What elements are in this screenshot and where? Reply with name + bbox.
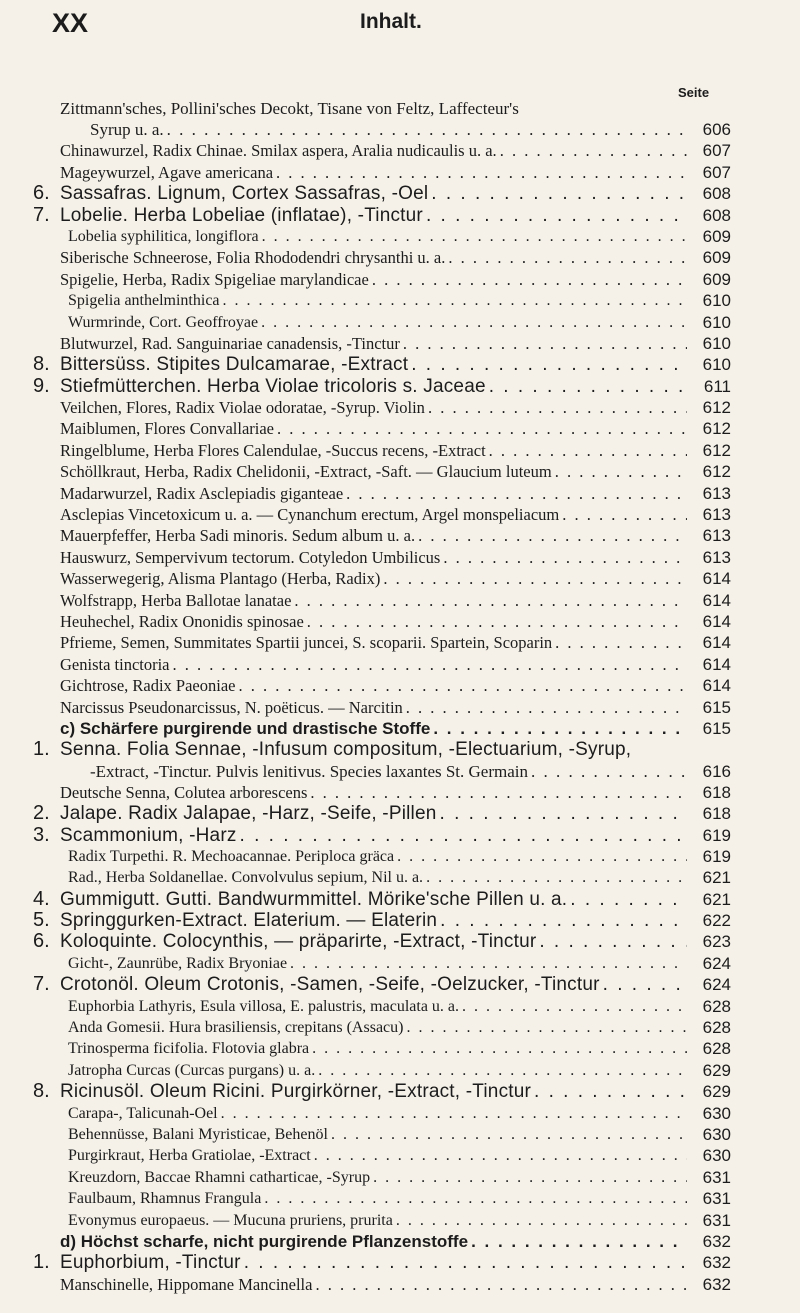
toc-entry <box>0 1231 800 1252</box>
entry-title <box>60 525 687 546</box>
entry-page-number: 621 <box>702 868 731 888</box>
entry-page-number: 631 <box>702 1210 731 1230</box>
entry-title <box>60 418 687 439</box>
entry-title <box>60 547 687 568</box>
entry-title-text: Ricinusöl. Oleum Ricini. Purgirkörner, -Extract, -Tinctur <box>60 1081 534 1102</box>
entry-page-number: 632 <box>702 1274 731 1294</box>
column-label-seite: Seite <box>678 85 710 100</box>
entry-title-text: Madarwurzel, Radix Asclepiadis giganteae <box>60 484 346 503</box>
entry-number: 8. <box>33 1080 50 1103</box>
entry-number: 1. <box>33 1251 50 1274</box>
entry-title <box>60 782 687 803</box>
entry-page-number: 614 <box>702 611 731 631</box>
entry-title-text: Schöllkraut, Herba, Radix Chelidonii, -Extract, -Saft. — Glaucium luteum <box>60 462 555 481</box>
entry-title <box>68 1038 687 1059</box>
entry-title <box>68 312 687 333</box>
entry-number: 3. <box>33 823 50 846</box>
entry-title <box>60 1252 687 1273</box>
entry-title <box>68 290 687 311</box>
entry-title-text: d) Höchst scharfe, nicht purgirende Pflanzenstoffe <box>60 1232 471 1251</box>
entry-title-text: Koloquinte. Colocynthis, — präparirte, -Extract, -Tinctur <box>60 931 539 952</box>
entry-title-text: Rad., Herba Soldanellae. Convolvulus sepium, Nil u. a. <box>68 869 426 886</box>
entry-title <box>60 803 687 824</box>
entry-title <box>60 1274 687 1295</box>
entry-title-text: Narcissus Pseudonarcissus, N. poëticus. — Narcitin <box>60 698 406 717</box>
entry-title-text: Heuhechel, Radix Ononidis spinosae <box>60 612 307 631</box>
toc-entry <box>0 461 800 482</box>
entry-title <box>60 1081 687 1102</box>
entry-number: 7. <box>33 973 50 996</box>
entry-title-text: Deutsche Senna, Colutea arborescens <box>60 783 310 802</box>
toc-entry <box>0 825 800 846</box>
entry-title-text: Jalape. Radix Jalapae, -Harz, -Seife, -Pillen <box>60 803 440 824</box>
entry-title <box>60 718 687 739</box>
entry-title <box>60 140 687 161</box>
entry-title-text: Veilchen, Flores, Radix Violae odoratae, -Syrup. Violin <box>60 398 428 417</box>
toc-entry <box>0 376 800 397</box>
toc-entry <box>0 1252 800 1273</box>
toc-entry <box>0 974 800 995</box>
toc-entry <box>0 1038 800 1059</box>
toc-entry <box>0 1103 800 1124</box>
entry-page-number: 623 <box>702 932 731 952</box>
entry-title-text: Wasserwegerig, Alisma Plantago (Herba, Radix) <box>60 569 383 588</box>
entry-title-text: Trinosperma ficifolia. Flotovia glabra <box>68 1040 312 1057</box>
entry-title-text: Hauswurz, Sempervivum tectorum. Cotyledon Umbilicus <box>60 548 443 567</box>
entry-title <box>60 397 687 418</box>
entry-title-text: Blutwurzel, Rad. Sanguinariae canadensis, -Tinctur <box>60 334 403 353</box>
entry-title <box>60 675 687 696</box>
entry-title <box>68 1188 687 1209</box>
entry-title-text: Wolfstrapp, Herba Ballotae lanatae <box>60 591 294 610</box>
entry-title-text: Euphorbia Lathyris, Esula villosa, E. palustris, maculata u. a. <box>68 998 462 1015</box>
entry-title <box>60 247 687 268</box>
entry-title <box>60 931 687 952</box>
entry-page-number: 618 <box>702 782 731 802</box>
toc-entry <box>0 590 800 611</box>
entry-page-number: 614 <box>702 654 731 674</box>
toc-entry <box>0 269 800 290</box>
entry-title <box>60 440 687 461</box>
entry-title <box>60 568 687 589</box>
entry-page-number: 629 <box>702 1060 731 1080</box>
toc-entry <box>0 739 800 760</box>
page-number: XX <box>52 8 89 38</box>
toc-entry <box>0 1210 800 1231</box>
toc-entry <box>0 397 800 418</box>
entry-title <box>60 654 687 675</box>
entry-page-number: 613 <box>702 526 731 546</box>
toc-entry <box>0 718 800 739</box>
entry-title <box>60 98 687 119</box>
entry-page-number: 606 <box>702 120 731 140</box>
entry-title <box>60 333 687 354</box>
entry-number: 1. <box>33 738 50 761</box>
entry-page-number: 610 <box>702 355 731 375</box>
toc-entry <box>0 1167 800 1188</box>
entry-title <box>60 461 687 482</box>
toc-entry <box>0 440 800 461</box>
entry-page-number: 621 <box>702 889 731 909</box>
entry-page-number: 614 <box>702 569 731 589</box>
entry-title <box>60 162 687 183</box>
toc-entry <box>0 226 800 247</box>
entry-title <box>60 183 687 204</box>
entry-page-number: 615 <box>702 718 731 738</box>
entry-title <box>60 205 687 226</box>
entry-page-number: 631 <box>702 1189 731 1209</box>
entry-title-text: Ringelblume, Herba Flores Calendulae, -Succus recens, -Extract <box>60 441 489 460</box>
entry-page-number: 613 <box>702 483 731 503</box>
toc-entry <box>0 119 800 140</box>
entry-title <box>60 590 687 611</box>
entry-title <box>68 1060 687 1081</box>
entry-title <box>90 119 687 140</box>
entry-title-text: Stiefmütterchen. Herba Violae tricoloris s. Jaceae <box>60 376 489 397</box>
toc-entry <box>0 889 800 910</box>
toc-entry <box>0 1188 800 1209</box>
entry-title-text: Anda Gomesii. Hura brasiliensis, crepitans (Assacu) <box>68 1019 406 1036</box>
entry-title-text: Wurmrinde, Cort. Geoffroyae <box>68 314 261 331</box>
entry-title-text: c) Schärfere purgirende und drastische Stoffe <box>60 719 433 738</box>
entry-title-text: Gicht-, Zaunrübe, Radix Bryoniae <box>68 955 290 972</box>
toc-entry <box>0 632 800 653</box>
toc-entry <box>0 1145 800 1166</box>
entry-page-number: 628 <box>702 996 731 1016</box>
entry-page-number: 632 <box>702 1253 731 1273</box>
entry-title-text: Faulbaum, Rhamnus Frangula <box>68 1190 264 1207</box>
entry-title-text: Carapa-, Talicunah-Oel <box>68 1105 221 1122</box>
page-header <box>0 0 800 70</box>
entry-page-number: 609 <box>702 269 731 289</box>
entry-title-text: Euphorbium, -Tinctur <box>60 1252 244 1273</box>
entry-title <box>68 1167 687 1188</box>
entry-page-number: 610 <box>702 333 731 353</box>
toc-entry <box>0 931 800 952</box>
entry-page-number: 613 <box>702 505 731 525</box>
toc-entry <box>0 867 800 888</box>
entry-title <box>60 504 687 525</box>
entry-title <box>60 376 687 397</box>
entry-title-text: Behennüsse, Balani Myristicae, Behenöl <box>68 1126 331 1143</box>
entry-page-number: 614 <box>702 590 731 610</box>
entry-title <box>68 996 687 1017</box>
entry-page-number: 608 <box>702 184 731 204</box>
toc-entry <box>0 910 800 931</box>
toc-entry <box>0 290 800 311</box>
entry-page-number: 622 <box>702 911 731 931</box>
entry-page-number: 612 <box>702 462 731 482</box>
entry-page-number: 613 <box>702 547 731 567</box>
toc-entry <box>0 1124 800 1145</box>
entry-page-number: 624 <box>702 975 731 995</box>
entry-page-number: 607 <box>702 141 731 161</box>
toc-entry <box>0 697 800 718</box>
entry-title <box>68 1017 687 1038</box>
toc-entry <box>0 547 800 568</box>
entry-title-text: Lobelia syphilitica, longiflora <box>68 228 262 245</box>
entry-page-number: 609 <box>702 226 731 246</box>
entry-page-number: 610 <box>702 291 731 311</box>
toc-entry <box>0 761 800 782</box>
entry-title-text: Evonymus europaeus. — Mucuna pruriens, prurita <box>68 1212 396 1229</box>
entry-title <box>60 354 687 375</box>
toc-entry <box>0 568 800 589</box>
entry-page-number: 614 <box>702 676 731 696</box>
entry-title <box>60 910 687 931</box>
entry-title-text: Gummigutt. Gutti. Bandwurmmittel. Mörike'sche Pillen u. a. <box>60 889 570 910</box>
entry-title <box>60 611 687 632</box>
entry-title <box>60 697 687 718</box>
entry-title-text: Chinawurzel, Radix Chinae. Smilax aspera, Aralia nudicaulis u. a. <box>60 141 500 160</box>
entry-page-number: 608 <box>702 205 731 225</box>
toc-entry <box>0 247 800 268</box>
entry-number: 5. <box>33 909 50 932</box>
entry-title-text: Scammonium, -Harz <box>60 825 240 846</box>
entry-number: 4. <box>33 887 50 910</box>
toc-entry <box>0 996 800 1017</box>
entry-title-text: Siberische Schneerose, Folia Rhododendri chrysanthi u. a. <box>60 248 448 267</box>
entry-title-text: Spigelia anthelminthica <box>68 292 223 309</box>
toc-entry <box>0 1017 800 1038</box>
entry-title-text: Springgurken-Extract. Elaterium. — Elaterin <box>60 910 440 931</box>
entry-title <box>60 974 687 995</box>
entry-number: 7. <box>33 203 50 226</box>
toc-entry <box>0 675 800 696</box>
entry-number: 8. <box>33 353 50 376</box>
entry-title-text: Purgirkraut, Herba Gratiolae, -Extract <box>68 1147 314 1164</box>
entry-title <box>68 867 687 888</box>
entry-title-text: Asclepias Vincetoxicum u. a. — Cynanchum erectum, Argel monspeliacum <box>60 505 562 524</box>
toc-entry <box>0 846 800 867</box>
toc-entry <box>0 782 800 803</box>
entry-page-number: 630 <box>702 1146 731 1166</box>
entry-page-number: 619 <box>702 846 731 866</box>
entry-title-text: Senna. Folia Sennae, -Infusum compositum, -Electuarium, -Syrup, <box>60 739 634 760</box>
entry-page-number: 607 <box>702 162 731 182</box>
toc-entry <box>0 525 800 546</box>
entry-title-text: -Extract, -Tinctur. Pulvis lenitivus. Species laxantes St. Germain <box>90 762 531 781</box>
entry-title-text: Radix Turpethi. R. Mechoacannae. Periploca gräca <box>68 848 397 865</box>
toc-entry <box>0 354 800 375</box>
entry-page-number: 612 <box>702 440 731 460</box>
toc-entry <box>0 1274 800 1295</box>
entry-page-number: 610 <box>702 312 731 332</box>
page-title: Inhalt. <box>360 10 422 33</box>
toc-entry <box>0 98 800 119</box>
entry-title-text: Bittersüss. Stipites Dulcamarae, -Extract <box>60 354 411 375</box>
entry-title-text: Pfrieme, Semen, Summitates Spartii juncei, S. scoparii. Spartein, Scoparin <box>60 633 555 652</box>
entry-title-text: Syrup u. a. <box>90 120 167 139</box>
toc-entry <box>0 418 800 439</box>
entry-title-text: Kreuzdorn, Baccae Rhamni catharticae, -Syrup <box>68 1169 373 1186</box>
entry-page-number: 618 <box>702 804 731 824</box>
entry-page-number: 629 <box>702 1082 731 1102</box>
toc-entry <box>0 312 800 333</box>
toc-entry <box>0 803 800 824</box>
entry-title <box>60 483 687 504</box>
entry-title <box>68 846 687 867</box>
entry-title-text: Mageywurzel, Agave americana <box>60 163 276 182</box>
entry-page-number: 619 <box>702 825 731 845</box>
entry-title-text: Lobelie. Herba Lobeliae (inflatae), -Tinctur <box>60 205 426 226</box>
entry-title-text: Manschinelle, Hippomane Mancinella <box>60 1275 315 1294</box>
entry-page-number: 614 <box>702 633 731 653</box>
toc-entry <box>0 162 800 183</box>
entry-page-number: 632 <box>702 1231 731 1251</box>
entry-number: 6. <box>33 182 50 205</box>
toc-entry <box>0 1060 800 1081</box>
entry-page-number: 630 <box>702 1103 731 1123</box>
toc-entry <box>0 333 800 354</box>
entry-title-text: Gichtrose, Radix Paeoniae <box>60 676 239 695</box>
entry-title <box>60 825 687 846</box>
entry-title <box>90 761 687 782</box>
entry-title <box>60 889 687 910</box>
entry-page-number: 611 <box>703 376 731 396</box>
entry-title <box>68 1103 687 1124</box>
entry-page-number: 628 <box>702 1039 731 1059</box>
toc-entry <box>0 183 800 204</box>
entry-page-number: 630 <box>702 1124 731 1144</box>
toc-entry <box>0 483 800 504</box>
toc-entry <box>0 140 800 161</box>
entry-title <box>60 269 687 290</box>
entry-page-number: 624 <box>702 953 731 973</box>
entry-page-number: 612 <box>702 419 731 439</box>
entry-title-text: Sassafras. Lignum, Cortex Sassafras, -Oel <box>60 183 431 204</box>
entry-title-text: Jatropha Curcas (Curcas purgans) u. a. <box>68 1062 318 1079</box>
entry-page-number: 628 <box>702 1018 731 1038</box>
entry-title-text: Maiblumen, Flores Convallariae <box>60 419 277 438</box>
entry-title <box>68 953 687 974</box>
entry-page-number: 609 <box>702 248 731 268</box>
entry-page-number: 616 <box>702 761 731 781</box>
table-of-contents <box>0 98 800 1295</box>
entry-title <box>68 1210 687 1231</box>
entry-title <box>68 1124 687 1145</box>
entry-number: 2. <box>33 802 50 825</box>
entry-title-text: Zittmann'sches, Pollini'sches Decokt, Tisane von Feltz, Laffecteur's <box>60 99 522 118</box>
toc-entry <box>0 953 800 974</box>
entry-number: 6. <box>33 930 50 953</box>
toc-entry <box>0 1081 800 1102</box>
toc-entry <box>0 504 800 525</box>
entry-page-number: 615 <box>702 697 731 717</box>
entry-title <box>60 739 687 760</box>
entry-title <box>68 226 687 247</box>
entry-title-text: Crotonöl. Oleum Crotonis, -Samen, -Seife, -Oelzucker, -Tinctur <box>60 974 603 995</box>
toc-entry <box>0 611 800 632</box>
entry-number: 9. <box>33 374 50 397</box>
entry-title <box>60 632 687 653</box>
entry-title-text: Genista tinctoria <box>60 655 173 674</box>
toc-entry <box>0 654 800 675</box>
toc-entry <box>0 205 800 226</box>
entry-title <box>60 1231 687 1252</box>
entry-title-text: Mauerpfeffer, Herba Sadi minoris. Sedum album u. a. <box>60 526 418 545</box>
entry-title <box>68 1145 687 1166</box>
entry-page-number: 612 <box>702 398 731 418</box>
entry-title-text: Spigelie, Herba, Radix Spigeliae marylandicae <box>60 270 372 289</box>
entry-page-number: 631 <box>702 1167 731 1187</box>
